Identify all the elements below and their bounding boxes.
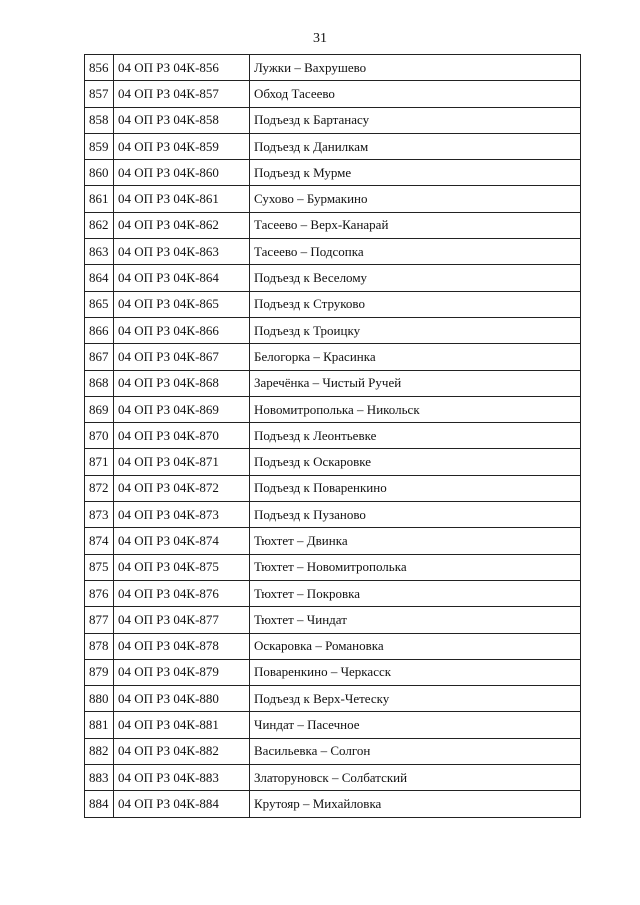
road-code-cell: 04 ОП РЗ 04К-869 — [114, 396, 250, 422]
row-number-cell: 863 — [85, 239, 114, 265]
table-row — [85, 659, 581, 685]
table-row — [85, 133, 581, 159]
row-number-cell: 878 — [85, 633, 114, 659]
table-row — [85, 55, 581, 81]
row-number-cell: 865 — [85, 291, 114, 317]
row-number-cell: 867 — [85, 344, 114, 370]
road-code-cell: 04 ОП РЗ 04К-865 — [114, 291, 250, 317]
road-name-cell: Тюхтет – Двинка — [250, 528, 581, 554]
road-name-cell: Подъезд к Троицку — [250, 317, 581, 343]
table-row — [85, 712, 581, 738]
road-code-cell: 04 ОП РЗ 04К-879 — [114, 659, 250, 685]
road-code-cell: 04 ОП РЗ 04К-880 — [114, 686, 250, 712]
road-name-cell: Лужки – Вахрушево — [250, 55, 581, 81]
row-number-cell: 874 — [85, 528, 114, 554]
road-code-cell: 04 ОП РЗ 04К-873 — [114, 502, 250, 528]
road-code-cell: 04 ОП РЗ 04К-867 — [114, 344, 250, 370]
table-row — [85, 686, 581, 712]
roads-table-body — [85, 55, 581, 818]
table-row — [85, 738, 581, 764]
road-name-cell: Заречёнка – Чистый Ручей — [250, 370, 581, 396]
row-number-cell: 864 — [85, 265, 114, 291]
page-number: 31 — [313, 31, 327, 46]
road-code-cell: 04 ОП РЗ 04К-868 — [114, 370, 250, 396]
road-code-cell: 04 ОП РЗ 04К-862 — [114, 212, 250, 238]
table-row — [85, 291, 581, 317]
road-name-cell: Подъезд к Верх-Четеску — [250, 686, 581, 712]
row-number-cell: 879 — [85, 659, 114, 685]
table-row — [85, 239, 581, 265]
road-code-cell: 04 ОП РЗ 04К-876 — [114, 580, 250, 606]
table-row — [85, 449, 581, 475]
table-row — [85, 765, 581, 791]
road-code-cell: 04 ОП РЗ 04К-864 — [114, 265, 250, 291]
table-row — [85, 554, 581, 580]
row-number-cell: 877 — [85, 607, 114, 633]
row-number-cell: 869 — [85, 396, 114, 422]
road-name-cell: Подъезд к Бартанасу — [250, 107, 581, 133]
road-code-cell: 04 ОП РЗ 04К-863 — [114, 239, 250, 265]
road-code-cell: 04 ОП РЗ 04К-857 — [114, 81, 250, 107]
road-name-cell: Тасеево – Верх-Канарай — [250, 212, 581, 238]
road-name-cell: Подъезд к Поваренкино — [250, 475, 581, 501]
road-code-cell: 04 ОП РЗ 04К-881 — [114, 712, 250, 738]
row-number-cell: 876 — [85, 580, 114, 606]
road-name-cell: Тасеево – Подсопка — [250, 239, 581, 265]
table-row — [85, 212, 581, 238]
road-code-cell: 04 ОП РЗ 04К-884 — [114, 791, 250, 817]
row-number-cell: 873 — [85, 502, 114, 528]
row-number-cell: 862 — [85, 212, 114, 238]
road-name-cell: Подъезд к Струково — [250, 291, 581, 317]
road-name-cell: Оскаровка – Романовка — [250, 633, 581, 659]
row-number-cell: 859 — [85, 133, 114, 159]
row-number-cell: 870 — [85, 423, 114, 449]
road-code-cell: 04 ОП РЗ 04К-878 — [114, 633, 250, 659]
table-row — [85, 265, 581, 291]
table-row — [85, 475, 581, 501]
table-row — [85, 186, 581, 212]
table-row — [85, 160, 581, 186]
road-name-cell: Поваренкино – Черкасск — [250, 659, 581, 685]
road-code-cell: 04 ОП РЗ 04К-860 — [114, 160, 250, 186]
road-code-cell: 04 ОП РЗ 04К-856 — [114, 55, 250, 81]
road-name-cell: Златоруновск – Солбатский — [250, 765, 581, 791]
road-name-cell: Подъезд к Мурме — [250, 160, 581, 186]
road-name-cell: Сухово – Бурмакино — [250, 186, 581, 212]
row-number-cell: 857 — [85, 81, 114, 107]
table-row — [85, 107, 581, 133]
road-name-cell: Тюхтет – Новомитрополька — [250, 554, 581, 580]
row-number-cell: 880 — [85, 686, 114, 712]
table-row — [85, 81, 581, 107]
table-row — [85, 396, 581, 422]
table-row — [85, 317, 581, 343]
table-row — [85, 633, 581, 659]
table-row — [85, 344, 581, 370]
table-row — [85, 528, 581, 554]
road-code-cell: 04 ОП РЗ 04К-882 — [114, 738, 250, 764]
row-number-cell: 871 — [85, 449, 114, 475]
row-number-cell: 872 — [85, 475, 114, 501]
row-number-cell: 858 — [85, 107, 114, 133]
table-row — [85, 580, 581, 606]
road-code-cell: 04 ОП РЗ 04К-877 — [114, 607, 250, 633]
road-name-cell: Подъезд к Леонтьевке — [250, 423, 581, 449]
row-number-cell: 868 — [85, 370, 114, 396]
road-name-cell: Подъезд к Данилкам — [250, 133, 581, 159]
row-number-cell: 884 — [85, 791, 114, 817]
row-number-cell: 875 — [85, 554, 114, 580]
road-code-cell: 04 ОП РЗ 04К-858 — [114, 107, 250, 133]
road-name-cell: Подъезд к Оскаровке — [250, 449, 581, 475]
road-name-cell: Новомитрополька – Никольск — [250, 396, 581, 422]
road-code-cell: 04 ОП РЗ 04К-875 — [114, 554, 250, 580]
road-name-cell: Чиндат – Пасечное — [250, 712, 581, 738]
road-name-cell: Обход Тасеево — [250, 81, 581, 107]
row-number-cell: 883 — [85, 765, 114, 791]
row-number-cell: 866 — [85, 317, 114, 343]
road-code-cell: 04 ОП РЗ 04К-859 — [114, 133, 250, 159]
road-name-cell: Тюхтет – Покровка — [250, 580, 581, 606]
road-name-cell: Подъезд к Пузаново — [250, 502, 581, 528]
table-row — [85, 502, 581, 528]
row-number-cell: 860 — [85, 160, 114, 186]
table-row — [85, 607, 581, 633]
road-code-cell: 04 ОП РЗ 04К-861 — [114, 186, 250, 212]
table-row — [85, 370, 581, 396]
roads-table — [84, 54, 581, 818]
road-name-cell: Тюхтет – Чиндат — [250, 607, 581, 633]
road-code-cell: 04 ОП РЗ 04К-866 — [114, 317, 250, 343]
road-name-cell: Крутояр – Михайловка — [250, 791, 581, 817]
road-code-cell: 04 ОП РЗ 04К-871 — [114, 449, 250, 475]
road-name-cell: Васильевка – Солгон — [250, 738, 581, 764]
road-name-cell: Белогорка – Красинка — [250, 344, 581, 370]
row-number-cell: 882 — [85, 738, 114, 764]
road-code-cell: 04 ОП РЗ 04К-870 — [114, 423, 250, 449]
row-number-cell: 881 — [85, 712, 114, 738]
road-code-cell: 04 ОП РЗ 04К-872 — [114, 475, 250, 501]
table-row — [85, 791, 581, 817]
table-row — [85, 423, 581, 449]
road-name-cell: Подъезд к Веселому — [250, 265, 581, 291]
row-number-cell: 861 — [85, 186, 114, 212]
road-code-cell: 04 ОП РЗ 04К-874 — [114, 528, 250, 554]
row-number-cell: 856 — [85, 55, 114, 81]
road-code-cell: 04 ОП РЗ 04К-883 — [114, 765, 250, 791]
